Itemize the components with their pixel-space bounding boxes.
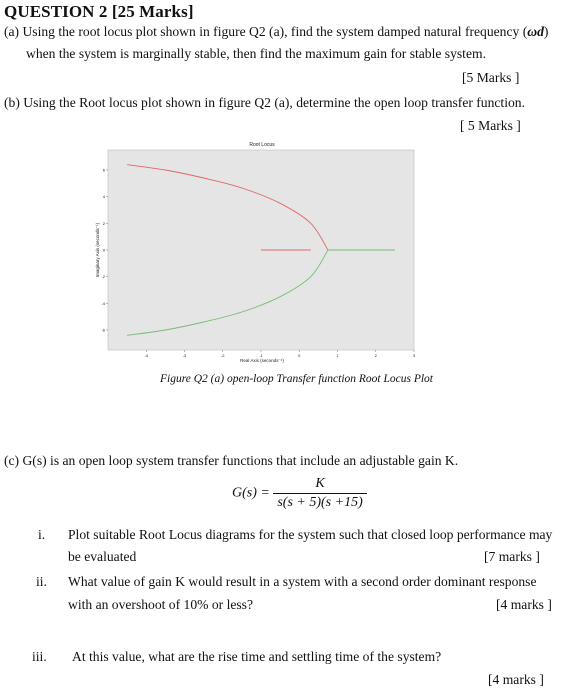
x-tick-label: 3 [412,353,416,358]
formula-lhs: G(s) = [232,485,270,501]
item-2-line2: with an overshoot of 10% or less? [68,597,253,612]
y-tick-label: 6 [102,167,105,173]
item-3-marks: [4 marks ] [488,672,544,687]
formula-denominator: s(s + 5)(s +15) [273,493,366,511]
item-1-marks: [7 marks ] [484,549,540,564]
item-1-line1: Plot suitable Root Locus diagrams for the system such that closed loop performance may [68,527,553,542]
part-a-line2: when the system is marginally stable, then find the maximum gain for stable system. [26,46,486,61]
part-a-line1 [4,24,548,40]
item-1-line2: be evaluated [68,549,137,564]
y-tick-label: -4 [101,300,105,306]
question-title: QUESTION 2 [25 Marks] [4,2,194,21]
part-b-marks: [ 5 Marks ] [460,118,521,133]
part-a-marks: [5 Marks ] [462,70,520,85]
item-3-line1: At this value, what are the rise time and settling time of the system? [72,649,442,664]
y-tick-label: 4 [102,194,105,200]
part-b-line1: (b) Using the Root locus plot shown in figure Q2 (a), determine the open loop transfer function. [4,95,525,110]
formula-numerator: K [315,476,325,491]
x-tick-label: -2 [220,353,225,358]
x-tick-label: 2 [374,353,377,358]
y-axis-label: Imaginary Axis (seconds⁻¹) [95,222,100,278]
x-tick-label: 0 [298,353,301,358]
item-2-marks: [4 marks ] [496,597,552,612]
y-tick-label: 2 [102,220,105,226]
figure-caption: Figure Q2 (a) open-loop Transfer function Root Locus Plot [160,373,434,385]
y-tick-label: -2 [101,274,105,280]
y-tick-label: -6 [101,327,105,333]
x-tick-label: -3 [182,353,187,358]
part-a-line1-text: (a) Using the root locus plot shown in figure Q2 (a), find the system damped natural frequency ( [4,24,528,39]
y-tick-label: 0 [102,247,105,253]
item-number: ii. [36,574,47,589]
item-number: i. [38,527,46,542]
x-tick-label: -4 [144,353,149,358]
chart-title: Root Locus [249,142,275,148]
item-number: iii. [32,649,47,664]
transfer-function-formula [232,476,367,511]
x-axis-label: Real Axis (seconds⁻¹) [240,358,284,363]
item-2-line1: What value of gain K would result in a system with a second order dominant response [68,574,537,589]
omega-d-symbol: ωd [527,24,544,39]
root-locus-chart [92,137,428,367]
part-c-intro: (c) G(s) is an open loop system transfer functions that include an adjustable gain K. [4,453,459,468]
part-a-line1-close: ) [543,24,549,39]
x-tick-label: 1 [336,353,339,358]
x-tick-label: -1 [259,353,263,358]
formula-fraction [273,476,366,511]
